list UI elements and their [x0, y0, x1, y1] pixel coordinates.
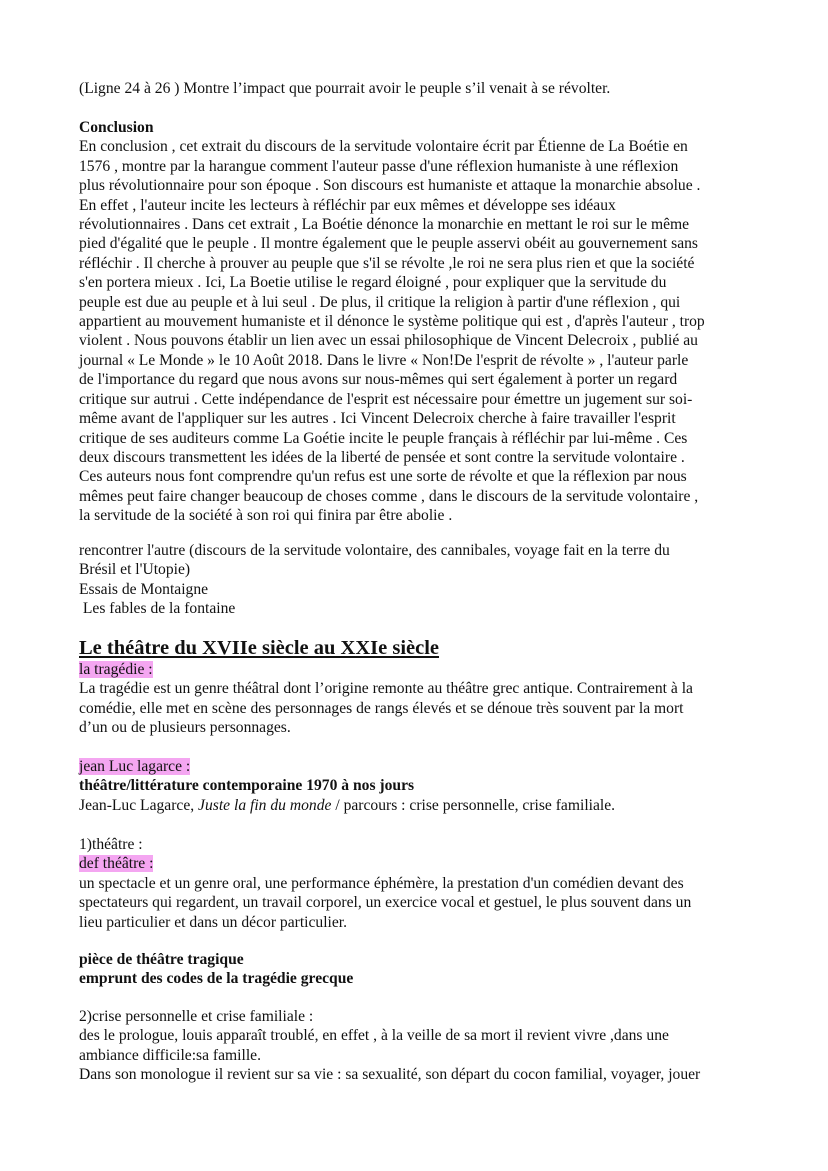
text-line: appartient au mouvement humaniste et il dénonce le système politique qui est , d'après l'auteur , trop — [79, 313, 705, 331]
conclusion-heading: Conclusion — [79, 119, 154, 136]
section-crise — [79, 1007, 759, 1085]
text-line: un spectacle et un genre oral, une performance éphémère, la prestation d'un comédien devant des — [79, 874, 684, 892]
lagarce-work-line — [79, 796, 759, 815]
text-line: critique sur autrui . Cette indépendance de l'esprit est nécessaire pour émettre un jugement sur soi- — [79, 390, 693, 408]
lagarce-section — [79, 757, 759, 815]
text-line: ambiance difficile:sa famille. — [79, 1046, 261, 1064]
author-name: Jean-Luc Lagarce, — [79, 796, 199, 814]
text-line: La tragédie est un genre théâtral dont l’origine remonte au théâtre grec antique. Contrairement à la — [79, 680, 693, 698]
text-line: Ces auteurs nous font comprendre qu'un refus est une sorte de révolte et que la réflexion par nous — [79, 468, 687, 486]
note-line: Brésil et l'Utopie) — [79, 561, 191, 579]
intro-line: (Ligne 24 à 26 ) Montre l’impact que pourrait avoir le peuple s’il venait à se révolter. — [79, 80, 611, 97]
text-line: de l'importance du regard que nous avons sur nous-mêmes qui sert également à porter un regard — [79, 371, 678, 389]
text-line: peuple est due au peuple et à lui seul . De plus, il critique la religion à partir d'une réflexion , qui — [79, 293, 681, 311]
text-line: journal « Le Monde » le 10 Août 2018. Dans le livre « Non!De l'esprit de révolte » , l'auteur parle — [79, 351, 689, 369]
def-theatre-label: def théâtre : — [79, 855, 154, 873]
bold-line: pièce de théâtre tragique — [79, 951, 244, 968]
text-line: la servitude de la société à son roi qui finira par être abolie . — [79, 507, 453, 525]
text-line: pied d'égalité que le peuple . Il montre également que le peuple asservi obéit au gouvernement sans — [79, 235, 698, 253]
text-line: spectateurs qui regardent, un travail corporel, un exercice vocal et gestuel, le plus souvent dans un — [79, 894, 692, 912]
text-line: deux discours transmettent les idées de la liberté de pensée et sont contre la servitude volontaire . — [79, 448, 685, 466]
text-line: même avant de l'appliquer sur les autres . Ici Vincent Delecroix cherche à faire travailler l'esprit — [79, 410, 676, 428]
notes-section — [79, 541, 759, 619]
note-line: Essais de Montaigne — [79, 580, 209, 598]
note-line: rencontrer l'autre (discours de la servitude volontaire, des cannibales, voyage fait en la terre du — [79, 542, 670, 559]
lagarce-subheading: théâtre/littérature contemporaine 1970 à nos jours — [79, 777, 415, 795]
text-line: plus révolutionnaire pour son époque . Son discours est humaniste et attaque la monarchie absolue . — [79, 177, 701, 195]
text-line: révolutionnaires . Dans cet extrait , La Boétie dénonce la monarchie en mettant le roi sur le même — [79, 216, 690, 234]
text-line: comédie, elle met en scène des personnages de rangs élevés et se dénoue très souvent par la mort — [79, 699, 684, 717]
section1-heading: 1)théâtre : — [79, 836, 143, 853]
text-line: En conclusion , cet extrait du discours de la servitude volontaire écrit par Étienne de La Boétie en — [79, 138, 688, 156]
theatre-title: Le théâtre du XVIIe siècle au XXIe siècle — [79, 637, 440, 659]
text-line: mêmes peut faire changer beaucoup de choses comme , dans le discours de la servitude volontaire , — [79, 487, 699, 505]
text-line: 1576 , montre par la harangue comment l'auteur passe d'une réflexion humaniste à une réflexion — [79, 157, 679, 175]
lagarce-label: jean Luc lagarce : — [79, 758, 191, 775]
conclusion-section — [79, 118, 759, 526]
text-line: critique de ses auditeurs comme La Goétie incite le peuple français à réfléchir par lui-même . Ces — [79, 429, 688, 447]
text-line: En effet , l'auteur incite les lecteurs à réfléchir par eux mêmes et développe ses idéaux — [79, 196, 616, 214]
parcours-text: / parcours : crise personnelle, crise familiale. — [331, 796, 616, 814]
text-line: s'en portera mieux . Ici, La Boetie utilise le regard éloigné , pour expliquer que la servitude du — [79, 274, 667, 292]
section-theatre-def — [79, 835, 759, 932]
tragic-piece-notes — [79, 950, 759, 989]
intro-paragraph — [79, 79, 759, 98]
tragedie-label: la tragédie : — [79, 661, 153, 678]
work-title: Juste la fin du monde — [198, 796, 332, 814]
note-line: Les fables de la fontaine — [79, 600, 236, 618]
text-line: Dans son monologue il revient sur sa vie : sa sexualité, son départ du cocon familial, voyager, jouer — [79, 1066, 701, 1084]
tragedie-section — [79, 660, 759, 738]
text-line: lieu particulier et dans un décor particulier. — [79, 913, 348, 931]
bold-line: emprunt des codes de la tragédie grecque — [79, 970, 354, 988]
text-line: d’un ou de plusieurs personnages. — [79, 719, 291, 737]
text-line: réfléchir . Il cherche à prouver au peuple que s'il se révolte ,le roi ne sera plus rien et que la société — [79, 254, 695, 272]
section2-heading: 2)crise personnelle et crise familiale : — [79, 1008, 314, 1025]
text-line: des le prologue, louis apparaît troublé, en effet , à la veille de sa mort il revient vivre ,dans une — [79, 1027, 669, 1045]
text-line: violent . Nous pouvons établir un lien avec un essai philosophique de Vincent Delecroix , publié au — [79, 332, 698, 350]
